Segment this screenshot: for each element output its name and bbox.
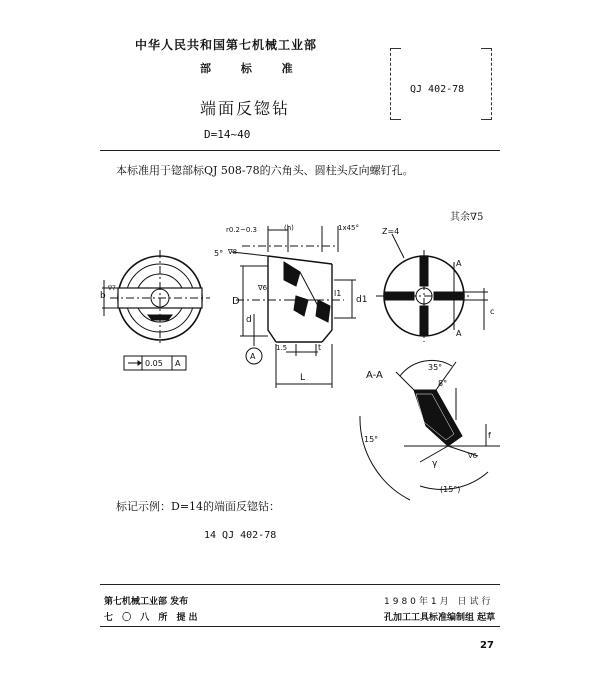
section-aa [360,360,500,500]
front-view [376,234,488,342]
size-range: D=14~40 [204,128,251,141]
label-surf6b: ∇6 [468,452,478,460]
marking-example-line: 14 QJ 402-78 [204,530,277,541]
ministry-header: 中华人民共和国第七机械工业部 [135,38,318,52]
footer-divider-top [100,584,500,585]
label-angle8: 8° [438,379,448,388]
drafting-committee: 孔加工工具标准编制组 起草 [384,613,496,623]
label-L: L [300,373,306,383]
label-d: d [246,315,252,325]
tolerance-value: 0.05 [145,359,163,368]
label-angle15: 15° [364,435,379,444]
side-view [232,226,356,388]
label-surf6: ∇6 [258,284,268,292]
label-d1: d1 [356,295,368,305]
datum-A: A [250,352,256,361]
page-number: 27 [480,640,494,651]
section-mark-bottom: A [456,329,462,338]
label-radius: r0.2~0.3 [226,226,258,234]
label-Z: Z=4 [382,227,400,236]
label-c: c [490,307,495,316]
label-dim15: 1.5 [276,344,288,352]
standard-number: QJ 402-78 [410,84,465,95]
label-surface8: ∇8 [228,248,238,256]
label-l1: l1 [334,289,342,298]
label-chamfer: 1x45° [338,224,360,232]
label-D: D [232,296,240,307]
label-h: (h) [284,224,294,232]
end-view [102,250,210,370]
drafter: 七 〇 八 所 提出 [104,613,201,623]
footer-divider-bottom [100,626,500,627]
standard-type: 部 标 准 [200,62,293,75]
label-angle35: 35° [428,363,443,372]
issuer: 第七机械工业部 发布 [104,597,189,607]
label-angle15b: (15°) [440,485,461,494]
page-title: 端面反锪钻 [200,99,291,118]
label-gamma: γ [432,459,438,469]
marking-example-label: 标记示例：D=14的端面反锪钻： [116,500,281,513]
section-title: A-A [366,370,383,381]
trial-date: 1980年1月 日试行 [384,597,494,607]
tolerance-datum: A [175,359,181,368]
roughness-note: 其余∇5 [450,212,484,223]
section-mark-top: A [456,259,462,268]
label-angle5: 5° [214,249,224,258]
label-t: t [318,343,322,352]
label-b: b [100,291,106,301]
label-f: f [488,431,491,440]
scope-text: 本标准用于锪部标QJ 508-78的六角头、圆柱头反向螺钉孔。 [116,164,414,177]
label-surf7: ∇7 [108,285,116,292]
